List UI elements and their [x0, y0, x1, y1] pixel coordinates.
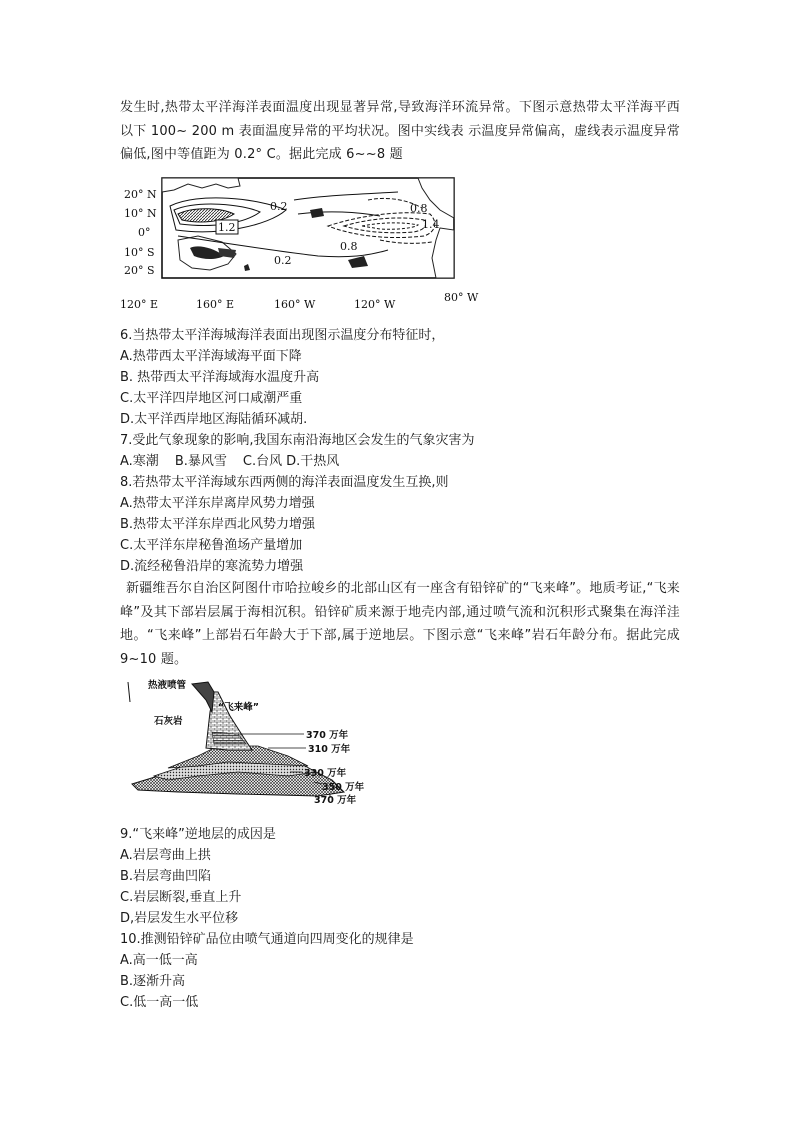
lon-label: 160° E — [196, 298, 235, 311]
question-9-option-b: B.岩层弯曲凹陷 — [120, 869, 212, 884]
age-label: 350 万年 — [322, 782, 365, 793]
question-6-option-b: B. 热带西太平洋海域海水温度升高 — [120, 370, 320, 385]
question-8-option-b: B.热带太平洋东岸西北风势力增强 — [120, 517, 316, 532]
question-10-option-c: C.低一高一低 — [120, 995, 199, 1010]
age-label: 370 万年 — [306, 730, 349, 741]
lon-label: 120° W — [354, 298, 396, 311]
age-label: 310 万年 — [308, 744, 351, 755]
lat-label: 10° S — [124, 246, 155, 259]
limestone-label: 石灰岩 — [154, 716, 183, 727]
temperature-anomaly-map — [118, 170, 490, 316]
question-6-stem: 6.当热带太平洋海城海洋表面出现图示温度分布特征时， — [120, 328, 445, 343]
contour-label: 1.4 — [422, 218, 440, 231]
lat-label: 20° S — [124, 264, 155, 277]
question-8-option-a: A.热带太平洋东岸离岸风势力增强 — [120, 496, 315, 511]
question-9-option-c: C.岩层断裂,垂直上升 — [120, 890, 242, 905]
contour-label: 0.8 — [410, 202, 428, 215]
age-label: 330 万年 — [304, 768, 347, 779]
lon-label: 160° W — [274, 298, 316, 311]
question-6-option-a: A.热带西太平洋海域海平面下降 — [120, 349, 302, 364]
question-10-option-b: B.逐渐升高 — [120, 974, 186, 989]
question-6-option-c: C.太平洋四岸地区河口咸潮严重 — [120, 391, 303, 406]
contour-label: 0.8 — [340, 240, 358, 253]
intro-paragraph-1: 发生时,热带太平洋海洋表面温度出现显著异常,导致海洋环流异常。下图示意热带太平洋海平西以下 100~ 200 m 表面温度异常的平均状况。图中实线表 示温度异常偏高，虚线表示温度异常偏低,图中等值距为 0.2° C。据此完成 6~~8 题 — [120, 100, 680, 162]
question-7-option-d: D.干热风 — [286, 454, 340, 469]
question-6-option-d: D.太平洋西岸地区海陆循环减胡. — [120, 412, 308, 427]
lat-label: 20° N — [124, 188, 157, 201]
age-label: 370 万年 — [314, 795, 357, 806]
intro-paragraph-2: 新疆维吾尔自治区阿图什市哈拉峻乡的北部山区有一座含有铅锌矿的“飞来峰”。地质考证,“飞来峰”及其下部岩层属于海相沉积。铅锌矿质来源于地壳内部,通过喷气流和沉积形式聚集在海洋洼地。“飞来峰”上部岩石年龄大于下部,属于逆地层。下图示意“飞来峰”岩石年龄分布。据此完成 9~10 题。 — [120, 581, 680, 667]
question-7-options — [120, 452, 355, 472]
lon-label: 80° W — [444, 291, 479, 304]
question-9-option-a: A.岩层弯曲上拱 — [120, 848, 211, 863]
fei-lai-feng-cross-section — [118, 672, 378, 812]
question-7-option-b: B.暴风雪 — [174, 454, 227, 469]
question-7-option-c: C.台风 — [242, 454, 283, 469]
question-8-option-d: D.流经秘鲁沿岸的寒流势力增强 — [120, 559, 304, 574]
question-8-option-c: C.太平洋东岸秘鲁渔场产量增加 — [120, 538, 303, 553]
question-7-stem: 7.受此气象现象的影响,我国东南沿海地区会发生的气象灾害为 — [120, 433, 475, 448]
hydrothermal-vent — [192, 682, 214, 712]
question-7-option-a: A.寒潮 — [120, 454, 159, 469]
lat-label: 0° — [138, 226, 151, 239]
lon-label: 120° E — [120, 298, 159, 311]
peak-label: “飞来峰” — [218, 702, 259, 713]
question-10-option-a: A.高一低一高 — [120, 953, 198, 968]
question-10-stem: 10.推测铅锌矿品位由喷气通道向四周变化的规律是 — [120, 932, 414, 947]
question-9-stem: 9.“飞来峰”逆地层的成因是 — [120, 827, 276, 842]
vent-label: 热液喷管 — [148, 680, 187, 691]
question-8-stem: 8.若热带太平洋海域东西两侧的海洋表面温度发生互换,则 — [120, 475, 449, 490]
question-9-option-d: D,岩层发生水平位移 — [120, 911, 239, 926]
contour-label: 0.2 — [270, 200, 288, 213]
contour-label: 0.2 — [274, 254, 292, 267]
lat-label: 10° N — [124, 207, 157, 220]
contour-label: 1.2 — [218, 221, 236, 234]
